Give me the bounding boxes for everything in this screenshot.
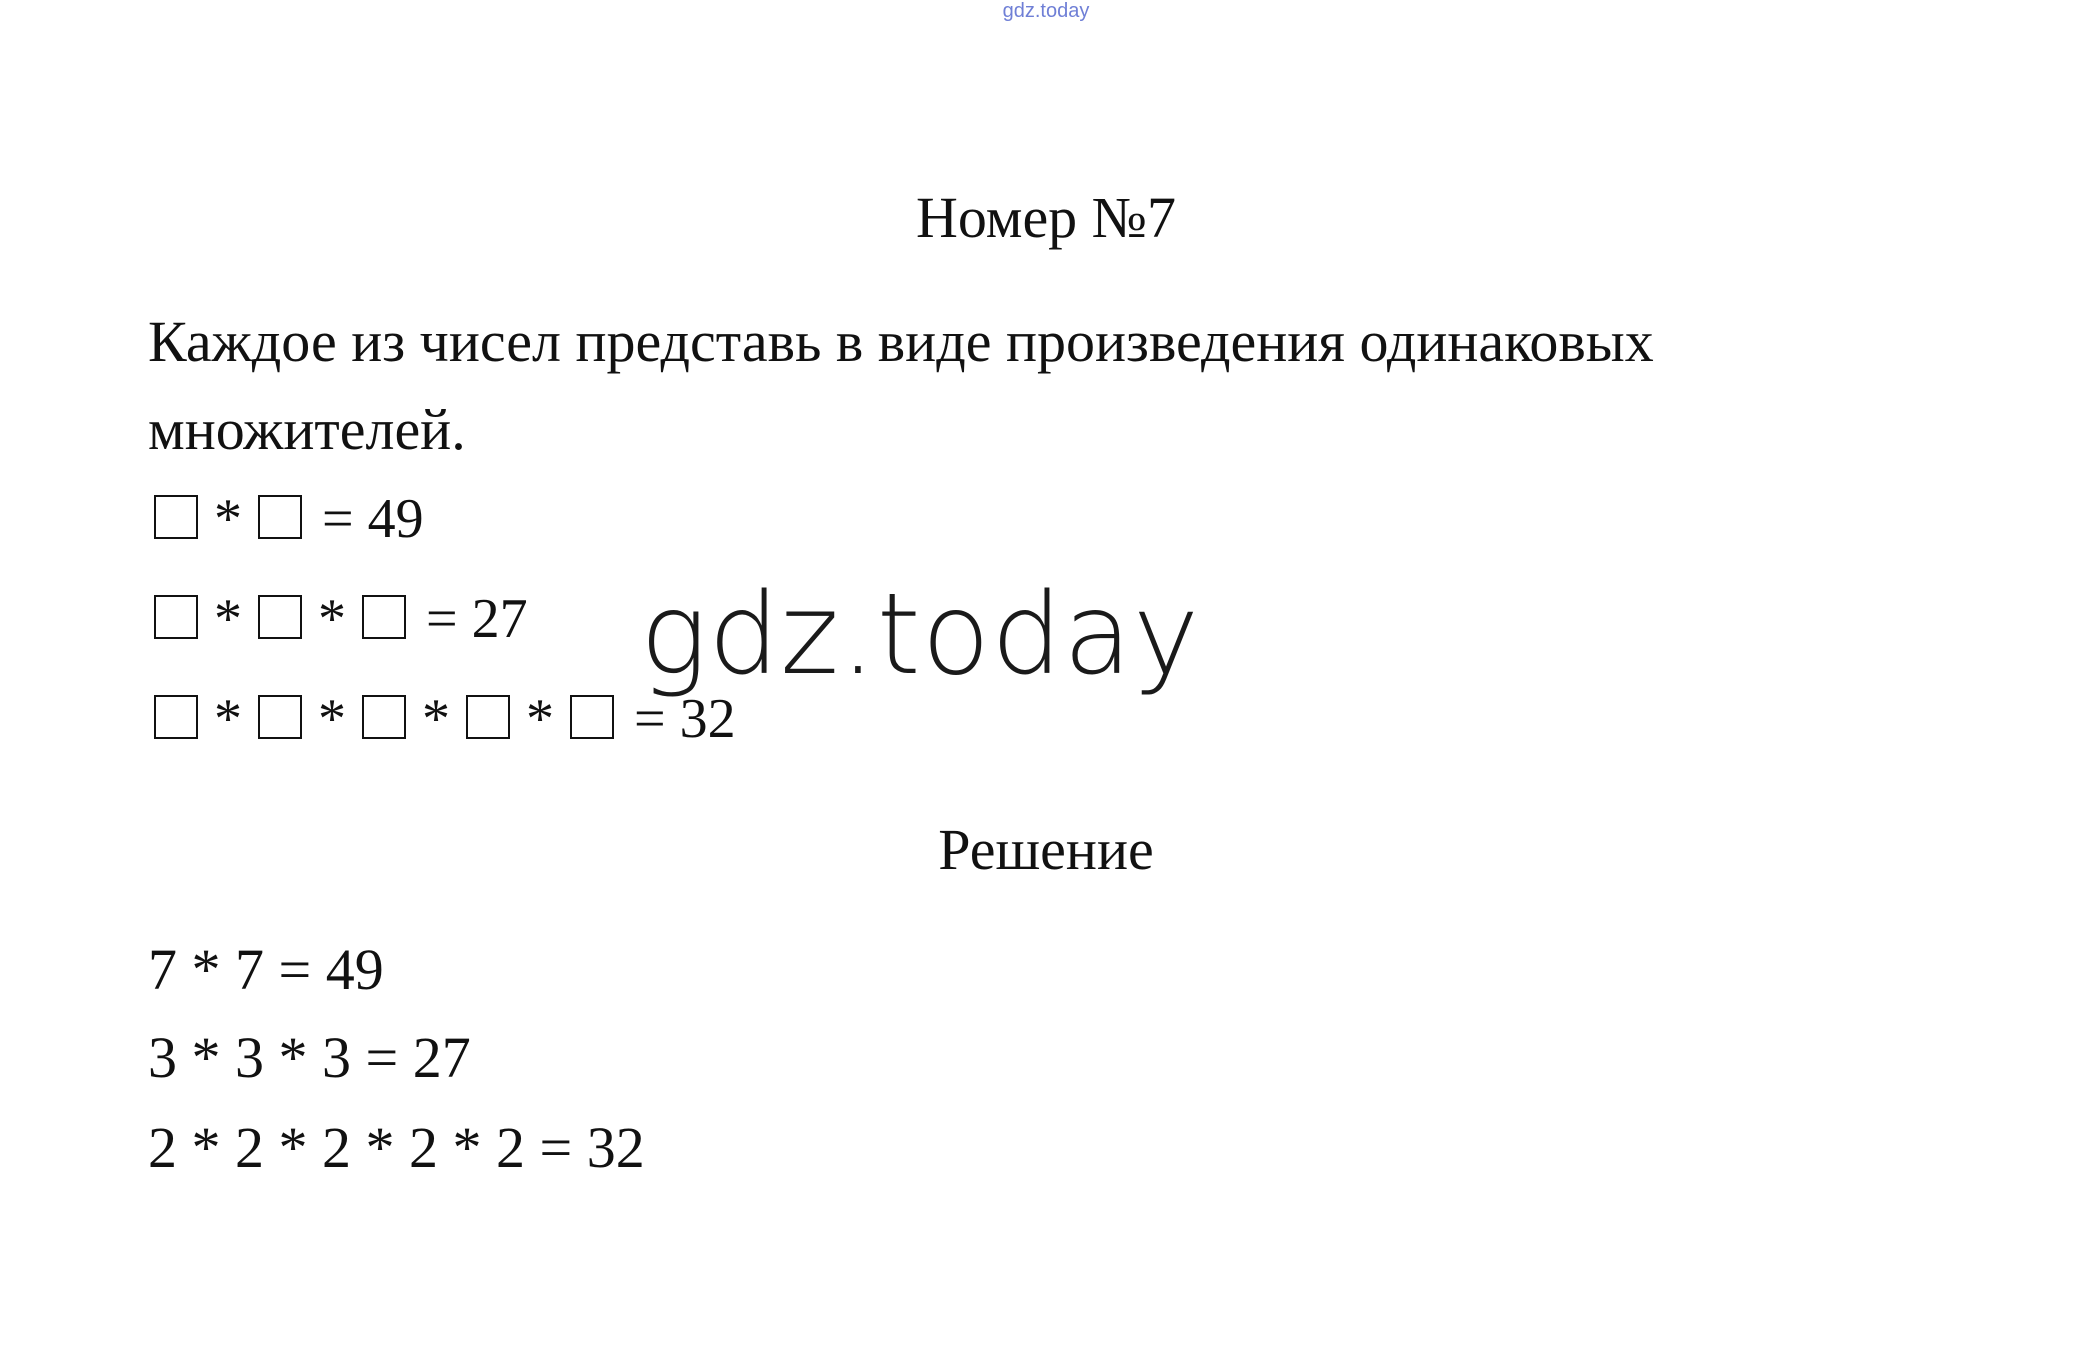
empty-box [466, 695, 510, 739]
multiply-sign: * [214, 688, 242, 750]
multiply-sign: * [318, 688, 346, 750]
watermark: gdz.today [640, 570, 1201, 700]
multiply-sign: * [422, 688, 450, 750]
empty-box [362, 695, 406, 739]
empty-box [154, 495, 198, 539]
empty-box [258, 495, 302, 539]
empty-box [258, 595, 302, 639]
multiply-sign: * [214, 588, 242, 650]
equation-result: = 49 [322, 488, 424, 550]
empty-box [154, 595, 198, 639]
multiply-sign: * [214, 488, 242, 550]
site-link[interactable]: gdz.today [1002, 0, 1090, 22]
empty-box [258, 695, 302, 739]
task-text: Каждое из чисел представь в виде произведения одинаковых множителей. [148, 309, 1654, 462]
equation-row-1 [152, 484, 424, 554]
empty-box [570, 695, 614, 739]
multiply-sign: * [526, 688, 554, 750]
problem-title: Номер №7 [915, 185, 1177, 250]
solution-title: Решение [938, 817, 1154, 882]
empty-box [362, 595, 406, 639]
equation-row-2 [152, 584, 528, 654]
equation-result: = 32 [634, 688, 736, 750]
answer-line-2: 3 * 3 * 3 = 27 [148, 1025, 471, 1090]
answer-line-3: 2 * 2 * 2 * 2 * 2 = 32 [148, 1115, 645, 1180]
equation-result: = 27 [426, 588, 528, 650]
empty-box [154, 695, 198, 739]
multiply-sign: * [318, 588, 346, 650]
answer-line-1: 7 * 7 = 49 [148, 937, 384, 1002]
